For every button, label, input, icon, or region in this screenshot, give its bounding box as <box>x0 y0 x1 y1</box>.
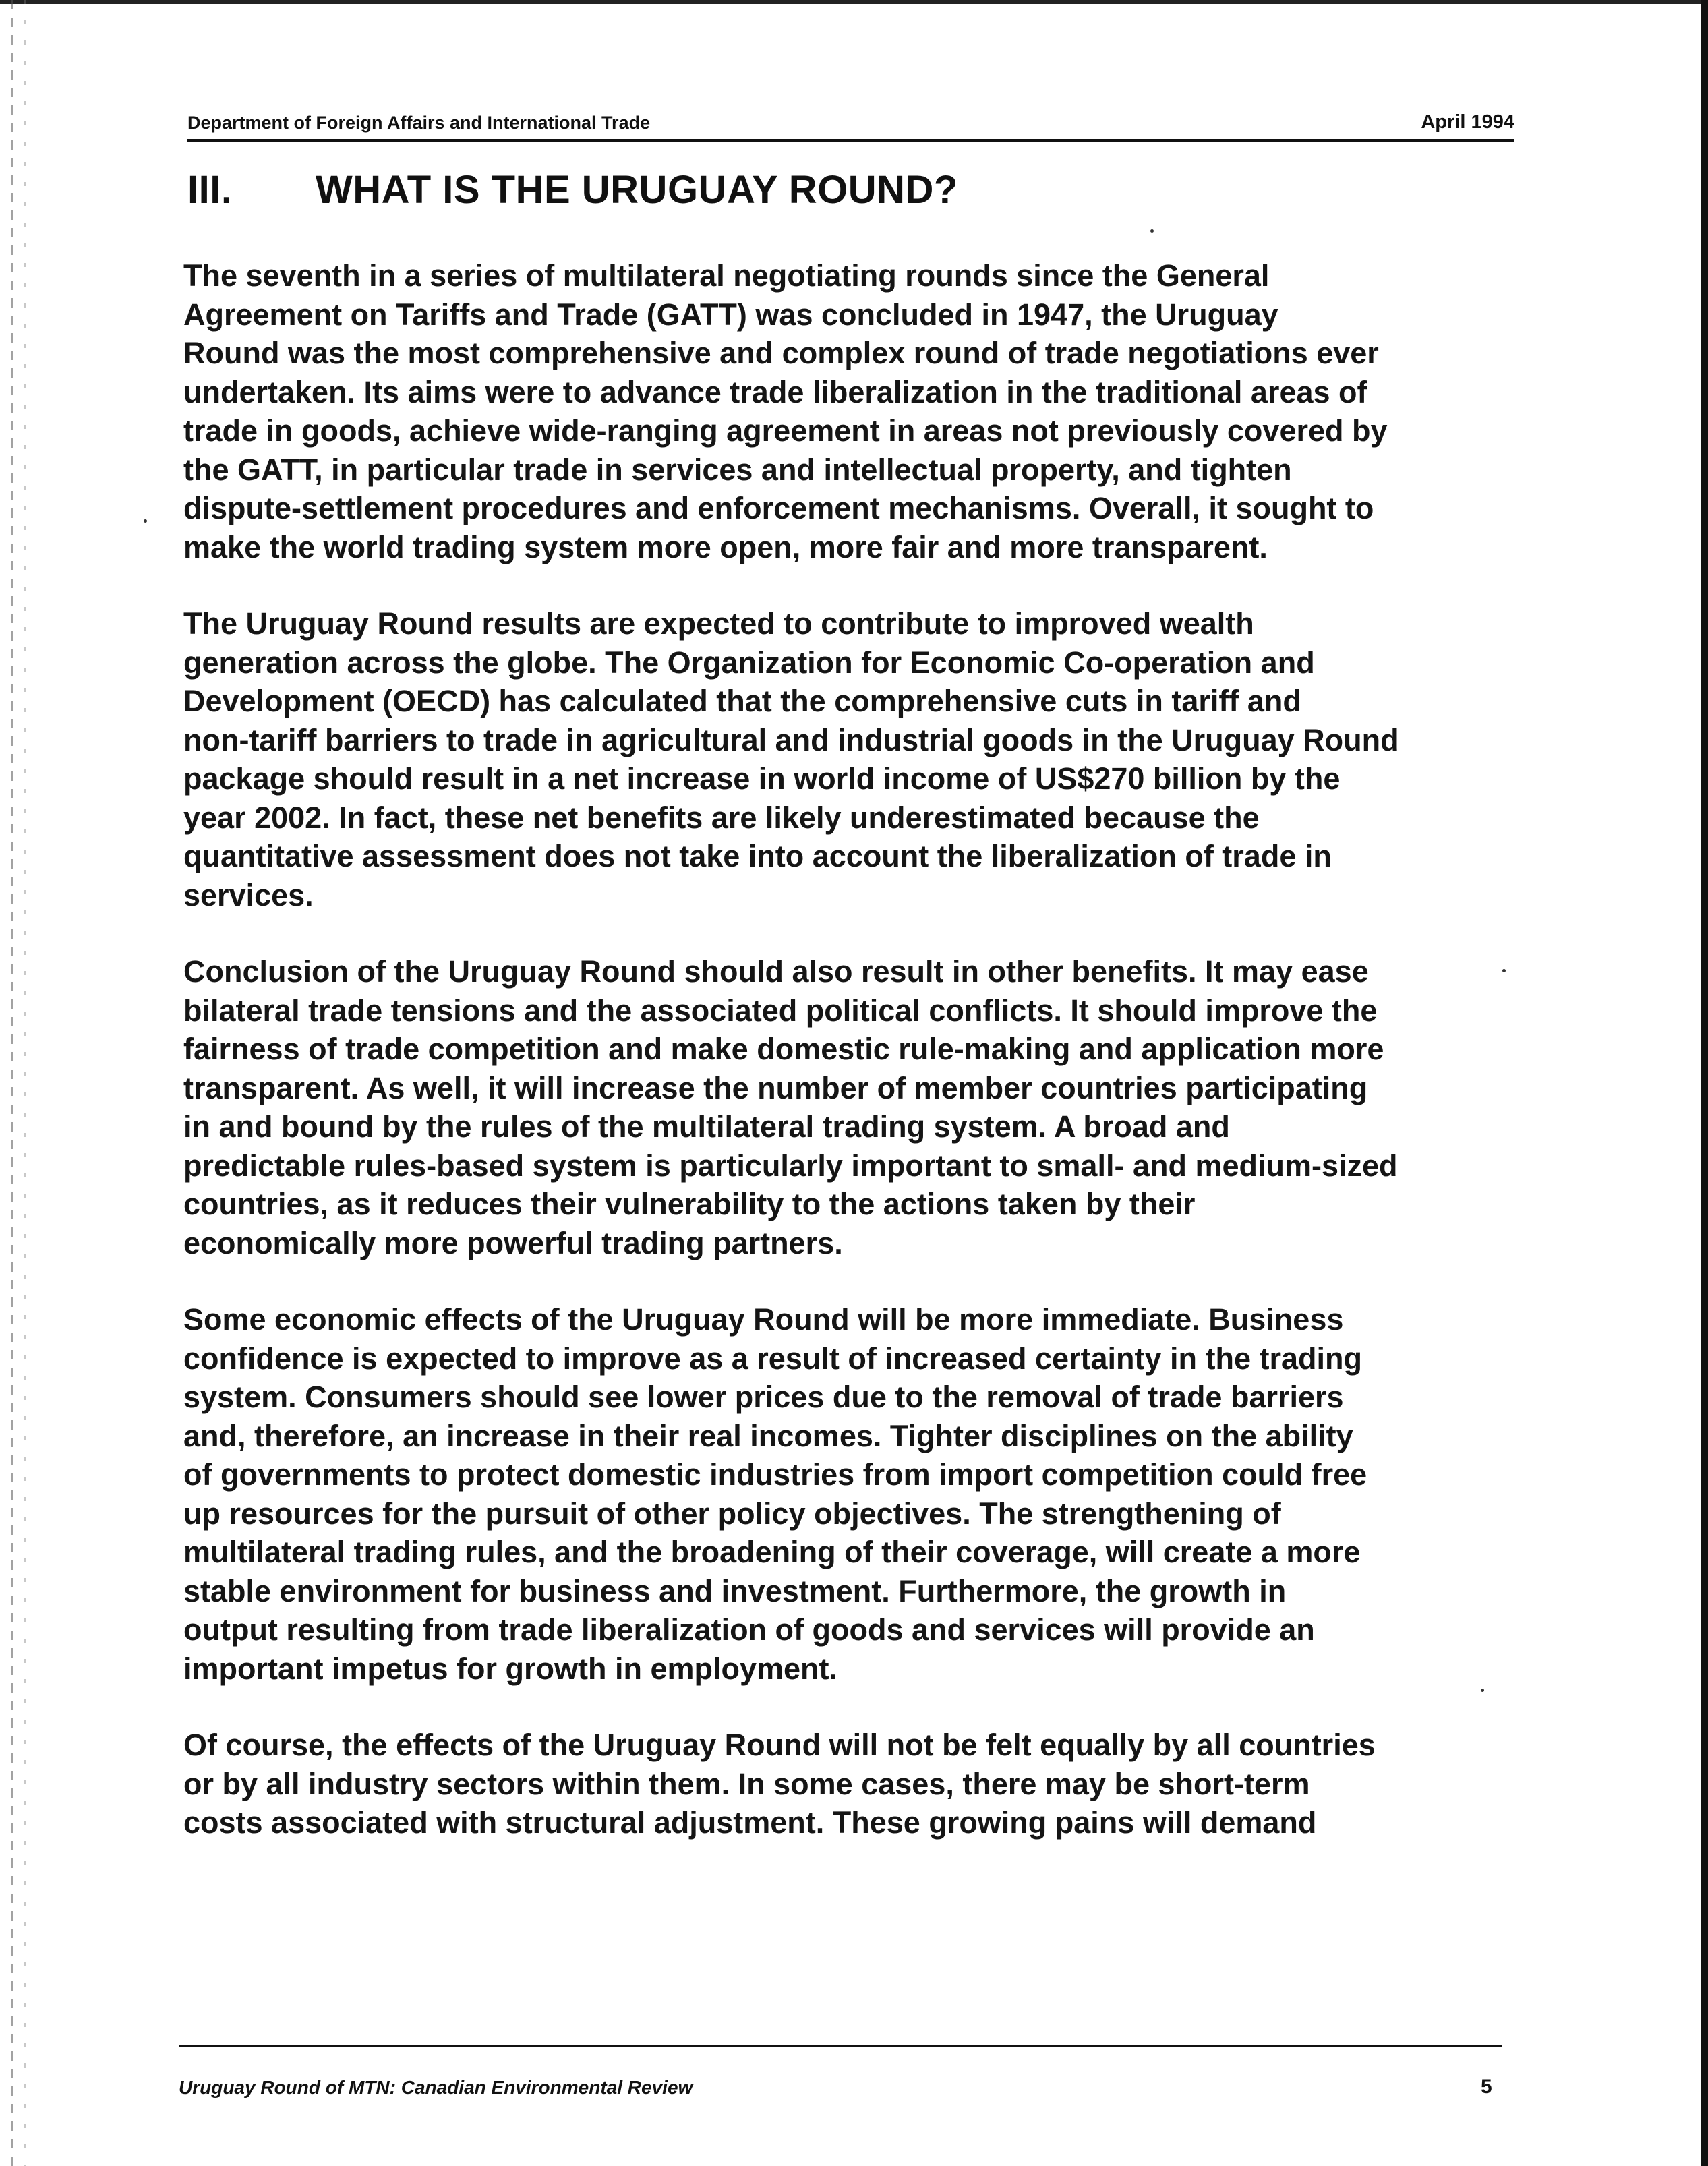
paragraph-line: multilateral trading rules, and the broadening of their coverage, will create a more <box>183 1535 1361 1569</box>
paragraph-line: system. Consumers should see lower prices due to the removal of trade barriers <box>183 1380 1344 1414</box>
paragraph <box>183 1726 1525 1842</box>
body-text <box>183 256 1525 1880</box>
section-title: WHAT IS THE URUGUAY ROUND? <box>316 168 958 212</box>
paragraph-line: package should result in a net increase in world income of US$270 billion by the <box>183 761 1341 796</box>
paragraph-line: economically more powerful trading partners. <box>183 1225 843 1260</box>
footer-rule <box>179 2045 1502 2047</box>
paragraph-line: The seventh in a series of multilateral negotiating rounds since the General <box>183 258 1270 293</box>
paragraph <box>183 256 1525 566</box>
paragraph-line: Some economic effects of the Uruguay Round will be more immediate. Business <box>183 1302 1344 1337</box>
paragraph <box>183 1300 1525 1688</box>
paragraph-line: trade in goods, achieve wide-ranging agreement in areas not previously covered by <box>183 413 1388 448</box>
paragraph-line: Agreement on Tariffs and Trade (GATT) was concluded in 1947, the Uruguay <box>183 297 1278 332</box>
paragraph-line: output resulting from trade liberalization of goods and services will provide an <box>183 1612 1315 1647</box>
paragraph-line: services. <box>183 877 314 912</box>
paragraph <box>183 604 1525 914</box>
paragraph-line: and, therefore, an increase in their real incomes. Tighter disciplines on the ability <box>183 1418 1353 1453</box>
paragraph-line: dispute-settlement procedures and enforcement mechanisms. Overall, it sought to <box>183 491 1374 525</box>
page-number: 5 <box>1481 2076 1492 2098</box>
scan-speck <box>1481 1689 1484 1692</box>
scan-top-edge <box>0 0 1708 4</box>
paragraph-line: countries, as it reduces their vulnerability to the actions taken by their <box>183 1187 1196 1221</box>
paragraph-line: generation across the globe. The Organization for Economic Co-operation and <box>183 645 1315 680</box>
paragraph-line: transparent. As well, it will increase the number of member countries participating <box>183 1070 1368 1105</box>
scan-left-edge <box>11 0 13 2166</box>
paragraph-line: stable environment for business and investment. Furthermore, the growth in <box>183 1573 1287 1608</box>
scan-left-edge-marks <box>24 0 26 2166</box>
footer-title: Uruguay Round of MTN: Canadian Environmental Review <box>179 2077 693 2098</box>
paragraph-line: up resources for the pursuit of other policy objectives. The strengthening of <box>183 1496 1281 1531</box>
page-header <box>187 109 1514 142</box>
header-date: April 1994 <box>1421 111 1514 133</box>
scan-speck <box>1150 229 1154 233</box>
paragraph-line: the GATT, in particular trade in services and intellectual property, and tighten <box>183 452 1292 487</box>
paragraph-line: bilateral trade tensions and the associated political conflicts. It should improve the <box>183 993 1378 1028</box>
paragraph-line: year 2002. In fact, these net benefits are likely underestimated because the <box>183 800 1260 835</box>
paragraph-line: in and bound by the rules of the multilateral trading system. A broad and <box>183 1109 1230 1144</box>
paragraph-line: The Uruguay Round results are expected to contribute to improved wealth <box>183 606 1254 641</box>
paragraph-line: important impetus for growth in employment. <box>183 1651 838 1686</box>
paragraph-line: of governments to protect domestic industries from import competition could free <box>183 1457 1367 1492</box>
section-heading <box>187 167 958 212</box>
paragraph-line: non-tariff barriers to trade in agricultural and industrial goods in the Uruguay Round <box>183 722 1399 757</box>
paragraph-line: predictable rules-based system is particularly important to small- and medium-sized <box>183 1148 1398 1183</box>
paragraph-line: Conclusion of the Uruguay Round should also result in other benefits. It may ease <box>183 954 1369 989</box>
paragraph <box>183 952 1525 1262</box>
paragraph-line: confidence is expected to improve as a result of increased certainty in the trading <box>183 1341 1363 1376</box>
section-number: III. <box>187 168 233 212</box>
scan-speck <box>144 519 147 523</box>
scan-speck <box>1502 969 1506 972</box>
paragraph-line: undertaken. Its aims were to advance trade liberalization in the traditional areas of <box>183 374 1367 409</box>
paragraph-line: or by all industry sectors within them. In some cases, there may be short-term <box>183 1766 1310 1801</box>
paragraph-line: Of course, the effects of the Uruguay Round will not be felt equally by all countries <box>183 1728 1376 1762</box>
paragraph-line: fairness of trade competition and make domestic rule-making and application more <box>183 1032 1384 1066</box>
paragraph-line: quantitative assessment does not take into account the liberalization of trade in <box>183 839 1332 873</box>
paragraph-line: make the world trading system more open, more fair and more transparent. <box>183 529 1268 564</box>
scan-right-edge <box>1701 0 1708 2166</box>
paragraph-line: Development (OECD) has calculated that the comprehensive cuts in tariff and <box>183 684 1301 718</box>
header-organization: Department of Foreign Affairs and International Trade <box>187 113 651 133</box>
paragraph-line: costs associated with structural adjustment. These growing pains will demand <box>183 1805 1317 1840</box>
paragraph-line: Round was the most comprehensive and complex round of trade negotiations ever <box>183 336 1379 370</box>
